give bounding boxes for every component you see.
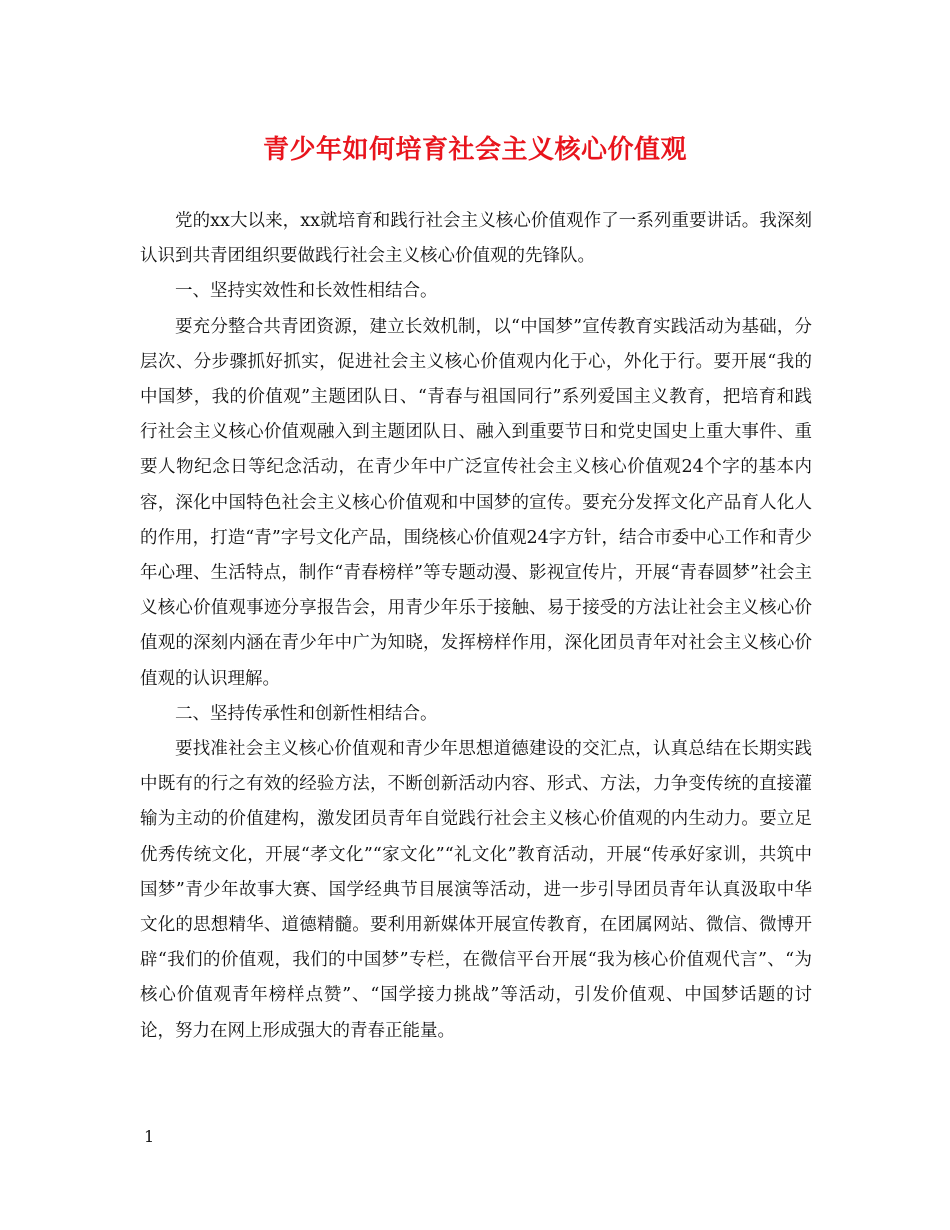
document-title: 青少年如何培育社会主义核心价值观 (262, 135, 687, 165)
page-number: 1 (144, 1127, 155, 1146)
paragraph-intro: 党的xx大以来，xx就培育和践行社会主义核心价值观作了一系列重要讲话。我深刻认识到共青团组织要做践行社会主义核心价值观的先锋队。 (140, 211, 812, 267)
document-body (140, 204, 812, 1049)
paragraph-section-1: 要充分整合共青团资源，建立长效机制，以“中国梦”宣传教育实践活动为基础，分层次、分步骤抓好抓实，促进社会主义核心价值观内化于心，外化于行。要开展“我的中国梦，我的价值观”主题团队日、“青春与祖国同行”系列爱国主义教育，把培育和践行社会主义核心价值观融入到主题团队日、融入到重要节日和党史国史上重大事件、重要人物纪念日等纪念活动，在青少年中广泛宣传社会主义核心价值观24个字的基本内容，深化中国特色社会主义核心价值观和中国梦的宣传。要充分发挥文化产品育人化人的作用，打造“青”字号文化产品，围绕核心价值观24字方针，结合市委中心工作和青少年心理、生活特点，制作“青春榜样”等专题动漫、影视宣传片，开展“青春圆梦”社会主义核心价值观事迹分享报告会，用青少年乐于接触、易于接受的方法让社会主义核心价值观的深刻内涵在青少年中广为知晓，发挥榜样作用，深化团员青年对社会主义核心价值观的认识理解。 (140, 316, 812, 689)
paragraph-section-2: 要找准社会主义核心价值观和青少年思想道德建设的交汇点，认真总结在长期实践中既有的行之有效的经验方法，不断创新活动内容、形式、方法，力争变传统的直接灌输为主动的价值建构，激发团员青年自觉践行社会主义核心价值观的内生动力。要立足优秀传统文化，开展“孝文化”“家文化”“礼文化”教育活动，开展“传承好家训，共筑中国梦”青少年故事大赛、国学经典节目展演等活动，进一步引导团员青年认真汲取中华文化的思想精华、道德精髓。要利用新媒体开展宣传教育，在团属网站、微信、微博开辟“我们的价值观，我们的中国梦”专栏，在微信平台开展“我为核心价值观代言”、“为核心价值观青年榜样点赞”、“国学接力挑战”等活动，引发价值观、中国梦话题的讨论，努力在网上形成强大的青春正能量。 (140, 739, 812, 1041)
section-heading-2: 二、坚持传承性和创新性相结合。 (175, 703, 438, 724)
section-heading-1: 一、坚持实效性和长效性相结合。 (175, 281, 438, 302)
